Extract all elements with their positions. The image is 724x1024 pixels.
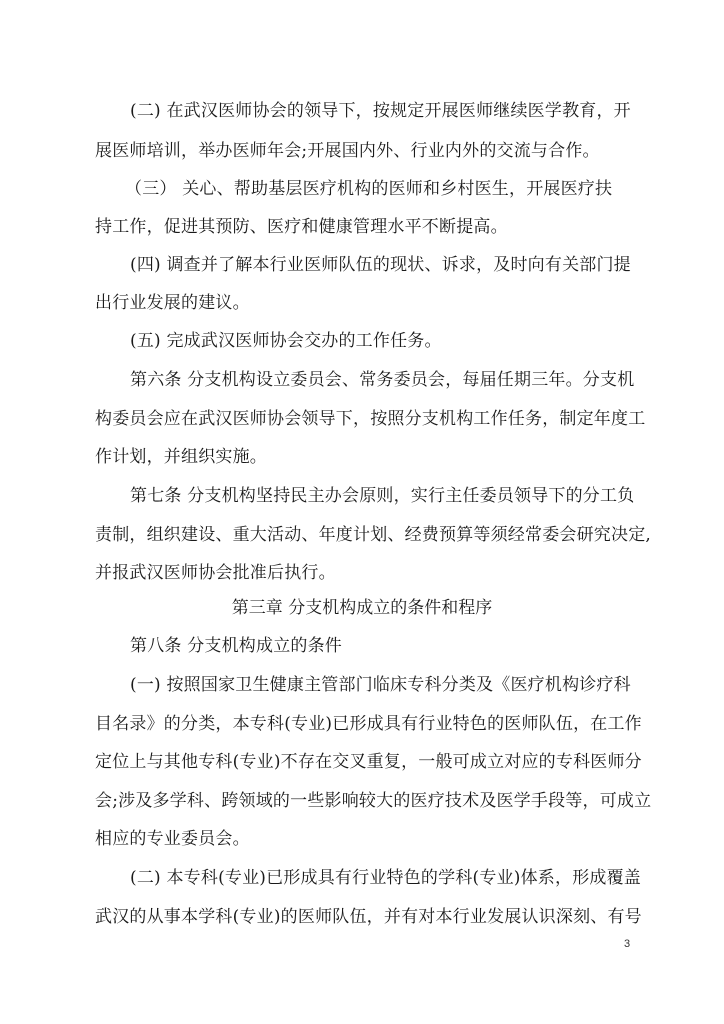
paragraph-line: (五) 完成武汉医师协会交办的工作任务。 [130,331,442,351]
paragraph-line: (一) 按照国家卫生健康主管部门临床专科分类及《医疗机构诊疗科 [130,675,631,695]
paragraph-line: 相应的专业委员会。 [95,829,250,849]
paragraph-line: (四) 调查并了解本行业医师队伍的现状、诉求，及时向有关部门提 [130,255,631,275]
paragraph-line: 构委员会应在武汉医师协会领导下，按照分支机构工作任务，制定年度工 [95,409,646,429]
paragraph-line: 第八条 分支机构成立的条件 [130,636,343,656]
paragraph-line: (二) 本专科(专业)已形成具有行业特色的学科(专业)体系，形成覆盖 [130,868,641,888]
paragraph-line: 目名录》的分类，本专科(专业)已形成具有行业特色的医师队伍，在工作 [95,714,642,734]
paragraph-line: 出行业发展的建议。 [95,293,250,313]
paragraph-line: 第七条 分支机构坚持民主办会原则，实行主任委员领导下的分工负 [130,486,635,506]
paragraph-line: （三） 关心、帮助基层医疗机构的医师和乡村医生，开展医疗扶 [125,179,613,199]
paragraph-line: 持工作，促进其预防、医疗和健康管理水平不断提高。 [95,217,508,237]
page-number: 3 [624,938,631,950]
paragraph-line: 责制，组织建设、重大活动、年度计划、经费预算等须经常委会研究决定, [95,525,652,545]
paragraph-line: 作计划，并组织实施。 [95,447,267,467]
paragraph-line: 定位上与其他专科(专业)不存在交叉重复，一般可成立对应的专科医师分 [95,752,642,772]
paragraph-line: 展医师培训，举办医师年会;开展国内外、行业内外的交流与合作。 [95,141,600,161]
chapter-heading: 第三章 分支机构成立的条件和程序 [231,598,493,618]
paragraph-line: 武汉的从事本学科(专业)的医师队伍，并有对本行业发展认识深刻、有号 [95,907,642,927]
paragraph-line: 第六条 分支机构设立委员会、常务委员会，每届任期三年。分支机 [130,370,635,390]
paragraph-line: (二) 在武汉医师协会的领导下，按规定开展医师继续医学教育，开 [130,101,631,121]
paragraph-line: 并报武汉医师协会批准后执行。 [95,563,336,583]
paragraph-line: 会;涉及多学科、跨领域的一些影响较大的医疗技术及医学手段等，可成立 [95,791,652,811]
